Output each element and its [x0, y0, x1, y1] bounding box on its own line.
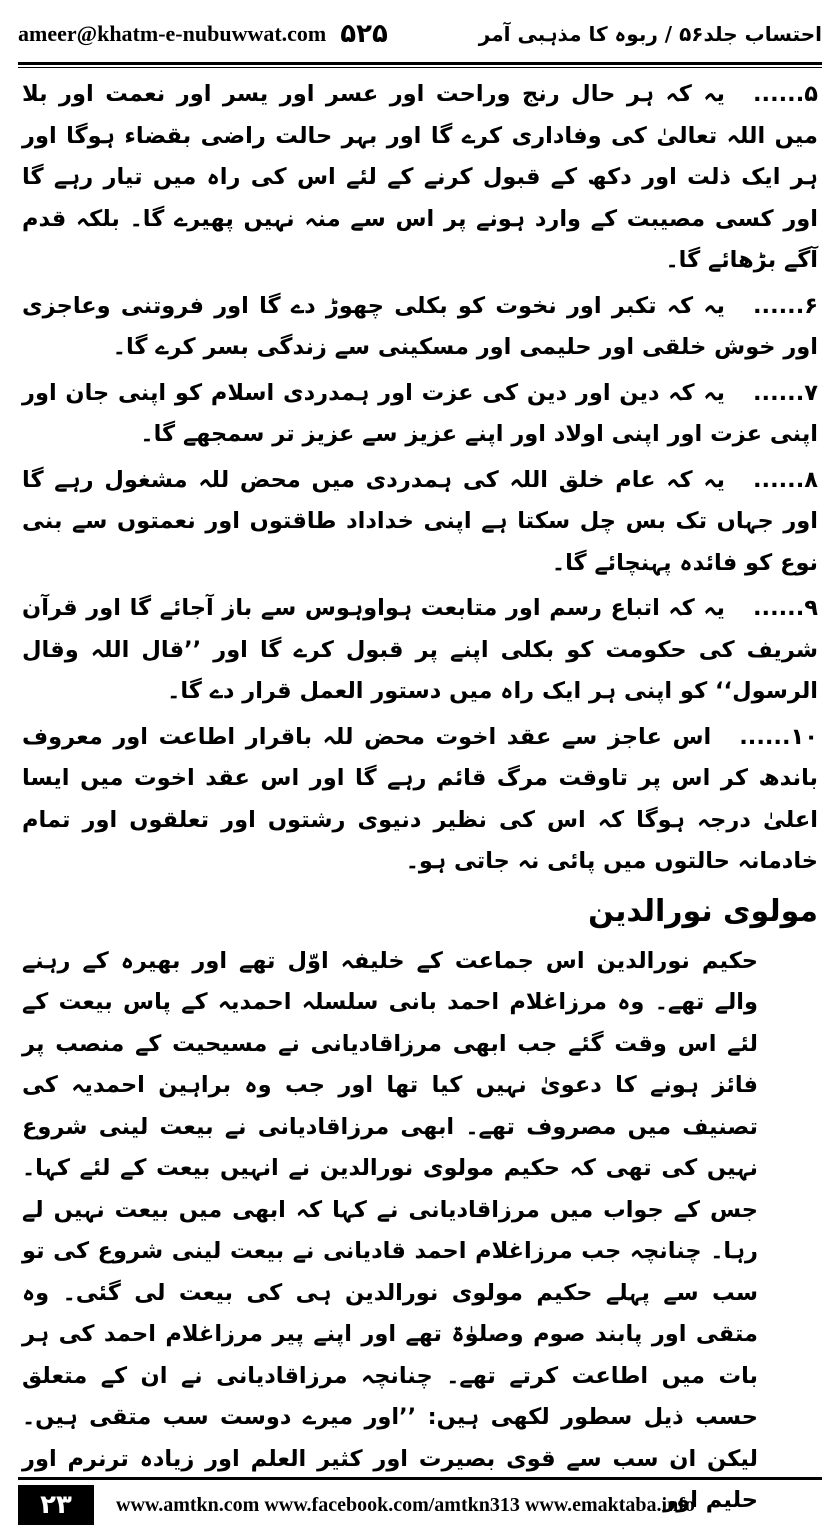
list-item: [22, 717, 818, 883]
list-item: [22, 373, 818, 456]
item-number: ۶......: [752, 292, 818, 319]
header-email: ameer@khatm-e-nubuwwat.com: [18, 21, 327, 46]
item-number: ۷......: [752, 379, 818, 406]
item-text: یہ کہ ہر حال رنج وراحت اور عسر اور یسر اور نعمت اور بلا میں اللہ تعالیٰ کی وفاداری کرے گا اور بہر حالت راضی بقضاء ہوگا اور ہر ایک ذلت اور دکھ کے قبول کرنے کے لئے اس کی راہ میں تیار رہے گا اور کسی مصیبت کے وارد ہونے پر اس سے منہ نہیں پھیرے گا۔ بلکہ قدم آگے بڑھائے گا۔: [22, 81, 818, 273]
page-header: [18, 14, 822, 54]
body-paragraph: حکیم نورالدین اس جماعت کے خلیفہ اوّل تھے اور بھیرہ کے رہنے والے تھے۔ وہ مرزاغلام احمد بانی سلسلہ احمدیہ کے پاس بیعت کے لئے اس وقت گئے جب ابھی مرزاقادیانی نے مسیحیت کے منصب پر فائز ہونے کا دعویٰ نہیں کیا تھا اور جب وہ براہین احمدیہ کی تصنیف میں مصروف تھے۔ ابھی مرزاقادیانی نے بیعت لینی شروع نہیں کی تھی کہ حکیم مولوی نورالدین نے انہیں بیعت کے لئے کہا۔ جس کے جواب میں مرزاقادیانی نے کہا کہ ابھی میں بیعت نہیں لے رہا۔ چنانچہ جب مرزاغلام احمد قادیانی نے بیعت لینی شروع کی تو سب سے پہلے حکیم مولوی نورالدین ہی کی بیعت لی گئی۔ وہ متقی اور پابند صوم وصلوٰۃ تھے اور اپنے پیر مرزاغلام احمد کی ہر بات میں اطاعت کرتے تھے۔ چنانچہ مرزاقادیانی نے ان کے متعلق حسب ذیل سطور لکھی ہیں: ’’اور میرے دوست سب متقی ہیں۔ لیکن ان سب سے قوی بصیرت اور کثیر العلم اور زیادہ ترنرم اور حلیم اور: [22, 947, 758, 1513]
list-item: [22, 74, 818, 282]
item-number: ۵......: [752, 81, 818, 107]
page-number: ۵۲۵: [340, 19, 388, 49]
footer-box-number: ۲۳: [18, 1485, 94, 1525]
header-left: [18, 19, 388, 49]
item-number: ۸......: [752, 466, 818, 493]
item-text: اس عاجز سے عقد اخوت محض للہ باقرار اطاعت اور معروف باندھ کر اس پر تاوقت مرگ قائم رہے گا اور اس عقد اخوت میں ایسا اعلیٰ درجہ ہوگا کہ اس کی نظیر دنیوی رشتوں اور تعلقوں اور تمام خادمانہ حالتوں میں پائی نہ جاتی ہو۔: [22, 723, 818, 874]
page-footer: [18, 1477, 822, 1530]
book-title: احتساب جلد۵۶ / ربوہ کا مذہبی آمر: [478, 22, 822, 46]
item-text: یہ کہ تکبر اور نخوت کو بکلی چھوڑ دے گا اور فروتنی وعاجزی اور خوش خلقی اور حلیمی اور مسکینی سے زندگی بسر کرے گا۔: [22, 292, 818, 360]
footer-urls: www.amtkn.com www.facebook.com/amtkn313 www.emaktaba.info: [116, 1493, 695, 1516]
item-text: یہ کہ اتباع رسم اور متابعت ہواوہوس سے باز آجائے گا اور قرآن شریف کی حکومت کو بکلی اپنے پر قبول کرے گا اور ’’قال اللہ وقال الرسول‘‘ کو اپنی ہر ایک راہ میں دستور العمل قرار دے گا۔: [22, 595, 818, 704]
list-item: [22, 286, 818, 369]
list-item: [22, 460, 818, 585]
item-number: ۱۰......: [739, 723, 818, 750]
section-heading: مولوی نورالدین: [588, 893, 818, 929]
header-rule-thin: [18, 67, 822, 68]
list-item: [22, 588, 818, 713]
header-rule: [18, 62, 822, 65]
item-number: ۹......: [752, 595, 818, 621]
item-text: یہ کہ عام خلق اللہ کی ہمدردی میں محض للہ مشغول رہے گا اور جہاں تک بس چل سکتا ہے اپنی خداداد طاقتوں اور نعمتوں سے بنی نوع کو فائدہ پہنچائے گا۔: [22, 466, 818, 576]
item-text: یہ کہ دین اور دین کی عزت اور ہمدردی اسلام کو اپنی جان اور اپنی عزت اور اپنی اولاد اور اپنے عزیز سے عزیز تر سمجھے گا۔: [22, 379, 818, 447]
